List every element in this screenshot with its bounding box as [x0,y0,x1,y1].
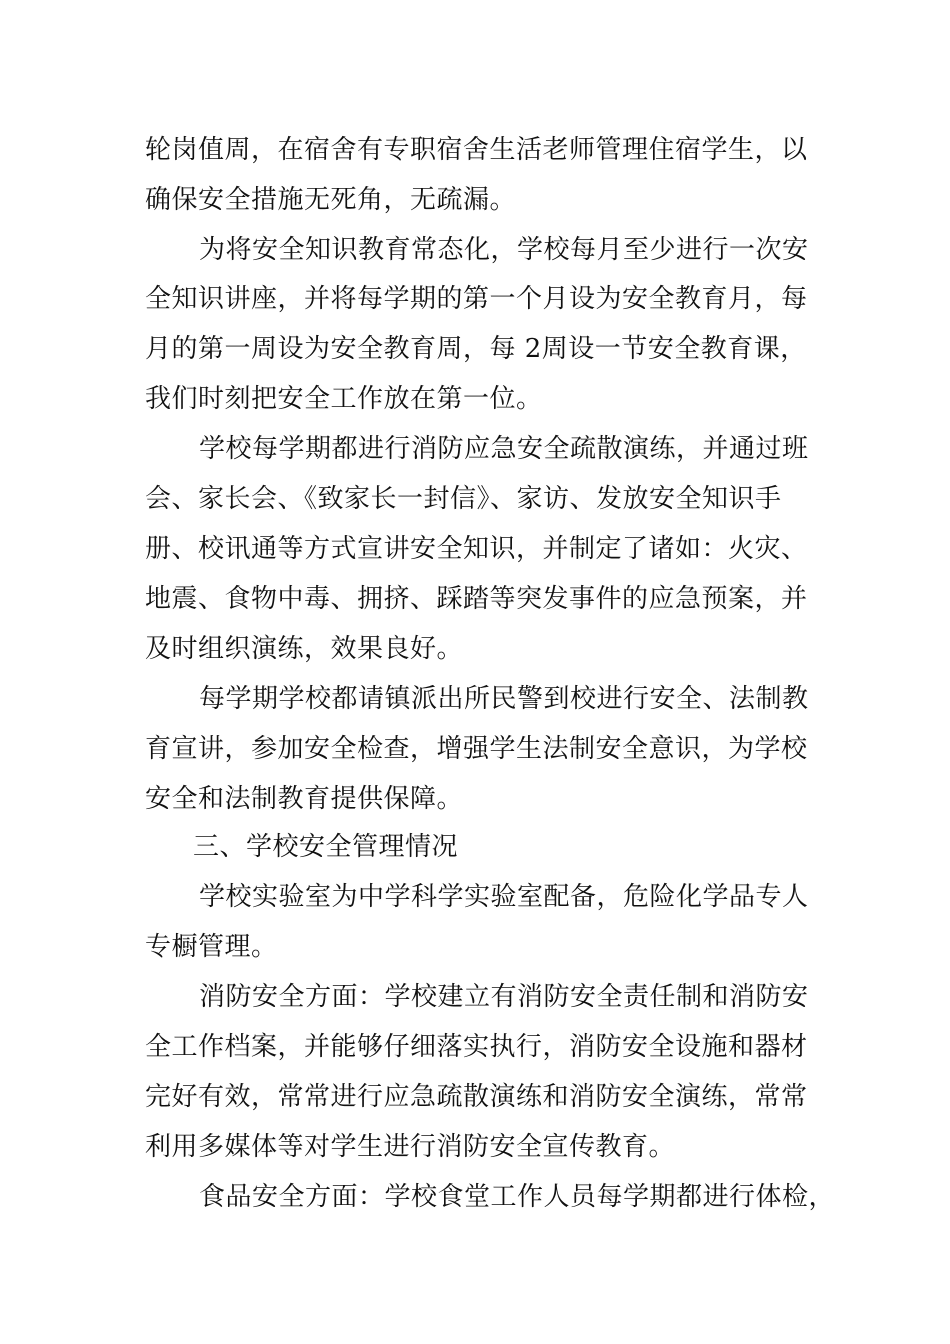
text-line: 地震、食物中毒、拥挤、踩踏等突发事件的应急预案，并 [145,584,808,614]
paragraph-first-line: 为将安全知识教育常态化，学校每月至少进行一次安 [199,235,809,265]
section-heading: 三、学校安全管理情况 [193,832,459,862]
text-line: 及时组织演练，效果良好。 [145,634,464,664]
paragraph-first-line: 消防安全方面：学校建立有消防安全责任制和消防安 [199,982,809,1012]
text-line: 全工作档案，并能够仔细落实执行，消防安全设施和器材 [145,1032,808,1062]
paragraph-first-line: 每学期学校都请镇派出所民警到校进行安全、法制教 [199,684,809,714]
text-line: 利用多媒体等对学生进行消防安全宣传教育。 [145,1132,676,1162]
text-line: 月的第一周设为安全教育周，每 2周设一节安全教育课， [145,334,807,364]
text-line: 轮岗值周，在宿舍有专职宿舍生活老师管理住宿学生，以 [145,135,808,165]
text-line: 会、家长会、《致家长一封信》、家访、发放安全知识手 [145,484,782,514]
text-line: 安全和法制教育提供保障。 [145,784,464,814]
paragraph-first-line: 学校每学期都进行消防应急安全疏散演练，并通过班 [199,434,809,464]
text-line: 我们时刻把安全工作放在第一位。 [145,384,543,414]
text-line: 册、校讯通等方式宣讲安全知识，并制定了诸如：火灾、 [145,534,808,564]
text-line: 专橱管理。 [145,932,278,962]
text-line: 完好有效，常常进行应急疏散演练和消防安全演练，常常 [145,1082,808,1112]
text-line: 确保安全措施无死角，无疏漏。 [145,185,517,215]
text-line: 育宣讲，参加安全检查，增强学生法制安全意识，为学校 [145,734,808,764]
paragraph-first-line: 学校实验室为中学科学实验室配备，危险化学品专人 [199,882,809,912]
paragraph-first-line: 食品安全方面：学校食堂工作人员每学期都进行体检， [199,1182,836,1212]
text-line: 全知识讲座，并将每学期的第一个月设为安全教育月，每 [145,284,808,314]
